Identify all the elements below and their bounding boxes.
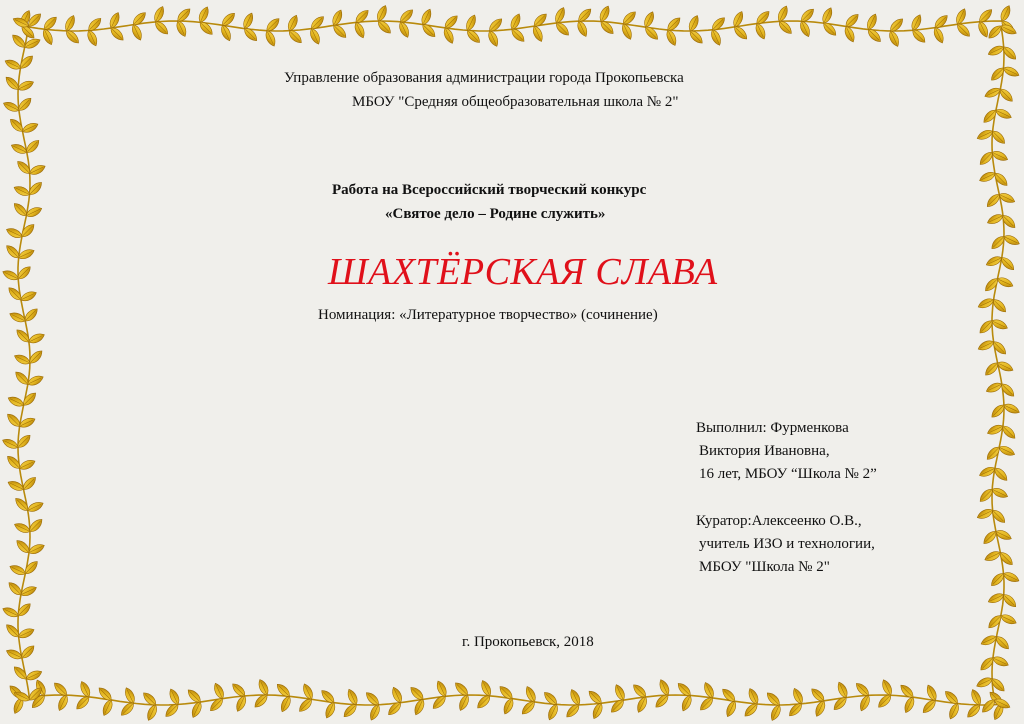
nomination: Номинация: «Литературное творчество» (сочинение) (318, 307, 658, 323)
laurel-leaf-icon (279, 695, 293, 714)
laurel-leaf-icon (175, 19, 189, 38)
laurel-leaf-icon (1002, 402, 1021, 416)
laurel-leaf-icon (902, 696, 916, 715)
laurel-leaf-icon (197, 5, 211, 24)
laurel-leaf-icon (28, 163, 47, 177)
contest-line-1: Работа на Всероссийский творческий конкурс (332, 182, 647, 198)
laurel-leaf-icon (657, 678, 671, 697)
laurel-leaf-icon (368, 703, 382, 722)
laurel-leaf-icon (1, 437, 20, 451)
laurel-leaf-icon (880, 678, 894, 697)
laurel-leaf-icon (5, 226, 24, 240)
laurel-leaf-icon (985, 381, 1004, 395)
laurel-leaf-icon (264, 29, 278, 48)
laurel-leaf-icon (821, 21, 838, 38)
laurel-leaf-icon (486, 29, 500, 48)
laurel-leaf-icon (975, 676, 994, 690)
laurel-leaf-icon (531, 25, 545, 44)
laurel-leaf-icon (18, 458, 37, 472)
laurel-leaf-icon (820, 6, 834, 25)
laurel-leaf-icon (776, 4, 790, 23)
laurel-leaf-icon (990, 318, 1009, 332)
laurel-leaf-icon (167, 687, 181, 706)
laurel-leaf-icon (63, 14, 77, 33)
laurel-leaf-icon (1002, 233, 1021, 247)
laurel-leaf-icon (25, 668, 44, 682)
laurel-leaf-icon (145, 703, 159, 722)
laurel-leaf-icon (323, 701, 337, 720)
laurel-leaf-icon (613, 683, 627, 702)
laurel-leaf-icon (501, 697, 515, 716)
laurel-leaf-icon (1002, 65, 1021, 79)
laurel-leaf-icon (13, 184, 32, 198)
laurel-leaf-icon (1, 268, 20, 282)
laurel-leaf-icon (986, 613, 1003, 630)
laurel-leaf-icon (7, 395, 26, 409)
laurel-leaf-icon (130, 23, 144, 42)
laurel-leaf-icon (598, 5, 612, 24)
laurel-leaf-icon (887, 29, 901, 48)
laurel-leaf-icon (709, 28, 723, 47)
laurel-leaf-icon (809, 686, 826, 703)
laurel-stems (18, 21, 1004, 705)
laurel-leaf-icon (983, 360, 1000, 377)
laurel-leaf-icon (642, 10, 656, 29)
laurel-leaf-icon (987, 44, 1006, 58)
laurel-leaf-icon (420, 22, 437, 39)
laurel-leaf-icon (985, 192, 1002, 209)
laurel-leaf-icon (978, 170, 997, 184)
laurel-leaf-icon (18, 53, 35, 70)
laurel-leaf-icon (19, 222, 36, 239)
laurel-leaf-icon (983, 549, 1002, 563)
laurel-leaf-icon (101, 698, 115, 717)
contest-name: «Святое дело – Родине служить» (385, 206, 606, 222)
laurel-leaf-icon (353, 21, 367, 40)
laurel-leaf-icon (13, 352, 32, 366)
laurel-leaf-icon (23, 559, 40, 576)
laurel-leaf-icon (457, 693, 471, 712)
laurel-leaf-icon (19, 289, 38, 303)
laurel-leaf-icon (977, 339, 996, 353)
laurel-leaf-icon (999, 612, 1018, 626)
laurel-leaf-icon (791, 687, 805, 706)
laurel-leaf-icon (575, 20, 589, 39)
laurel-leaf-icon (991, 486, 1010, 500)
laurel-leaf-icon (981, 108, 998, 125)
curator-line-3: МБОУ "Школа № 2" (699, 559, 830, 575)
laurel-leaf-icon (21, 390, 38, 407)
laurel-leaf-icon (986, 23, 1003, 40)
laurel-leaf-icon (1, 605, 20, 619)
organization-line-2: МБОУ "Средняя общеобразовательная школа № 2" (352, 94, 679, 110)
laurel-leaf-icon (996, 275, 1015, 289)
laurel-leaf-icon (994, 107, 1013, 121)
laurel-leaf-icon (21, 121, 40, 135)
laurel-leaf-icon (947, 702, 961, 721)
laurel-leaf-icon (27, 331, 46, 345)
laurel-leaf-icon (390, 686, 404, 705)
laurel-leaf-icon (408, 685, 425, 702)
laurel-leaf-icon (4, 58, 23, 72)
laurel-leaf-icon (643, 25, 660, 42)
place-year: г. Прокопьевск, 2018 (462, 634, 594, 650)
laurel-leaf-icon (836, 681, 850, 700)
laurel-leaf-icon (435, 679, 449, 698)
laurel-leaf-icon (256, 678, 270, 697)
laurel-leaf-icon (96, 685, 113, 702)
laurel-leaf-icon (983, 276, 1000, 293)
laurel-leaf-icon (23, 306, 40, 323)
laurel-leaf-icon (680, 694, 694, 713)
laurel-leaf-icon (308, 27, 322, 46)
laurel-leaf-icon (375, 4, 389, 23)
curator-line-2: учитель ИЗО и технологии, (699, 536, 875, 552)
laurel-leaf-icon (85, 29, 99, 48)
laurel-leaf-icon (991, 655, 1010, 669)
laurel-leaf-icon (976, 507, 995, 521)
author-line-2: Виктория Ивановна, (699, 443, 830, 459)
laurel-leaf-icon (999, 4, 1013, 23)
laurel-leaf-icon (497, 684, 514, 701)
laurel-leaf-icon (732, 24, 749, 41)
laurel-leaf-icon (865, 13, 879, 32)
laurel-leaf-icon (108, 25, 125, 42)
laurel-leaf-icon (8, 563, 27, 577)
laurel-leaf-icon (24, 138, 41, 155)
laurel-leaf-icon (19, 643, 36, 660)
curator-line-1: Куратор:Алексеенко О.В., (696, 513, 862, 529)
laurel-leaf-icon (56, 694, 70, 713)
laurel-leaf-icon (981, 529, 998, 546)
author-line-3: 16 лет, МБОУ “Школа № 2” (699, 466, 877, 482)
laurel-leaf-icon (546, 703, 560, 722)
laurel-leaf-icon (420, 8, 434, 27)
laurel-leaf-icon (241, 12, 255, 31)
laurel-leaf-icon (568, 688, 582, 707)
laurel-leaf-icon (687, 14, 701, 33)
laurel-leaf-icon (198, 20, 215, 37)
laurel-leaf-icon (21, 475, 38, 492)
laurel-leaf-icon (986, 212, 1005, 226)
page-title: ШАХТЁРСКАЯ СЛАВА (328, 251, 718, 293)
laurel-leaf-icon (985, 445, 1002, 462)
laurel-leaf-icon (464, 13, 478, 32)
author-line-1: Выполнил: Фурменкова (696, 420, 849, 436)
laurel-leaf-icon (932, 26, 946, 45)
laurel-leaf-icon (976, 20, 990, 39)
laurel-leaf-icon (720, 687, 737, 704)
laurel-leaf-icon (17, 626, 36, 640)
laurel-leaf-icon (754, 22, 768, 41)
laurel-leaf-icon (769, 703, 783, 722)
laurel-leaf-icon (212, 682, 226, 701)
laurel-leaf-icon (998, 444, 1017, 458)
laurel-leaf-icon (331, 23, 348, 40)
laurel-leaf-icon (319, 688, 336, 705)
laurel-leaf-icon (26, 500, 45, 514)
laurel-leaf-icon (242, 26, 259, 43)
laurel-leaf-icon (724, 700, 738, 719)
organization-line-1: Управление образования администрации города Прокопьевска (284, 70, 684, 86)
